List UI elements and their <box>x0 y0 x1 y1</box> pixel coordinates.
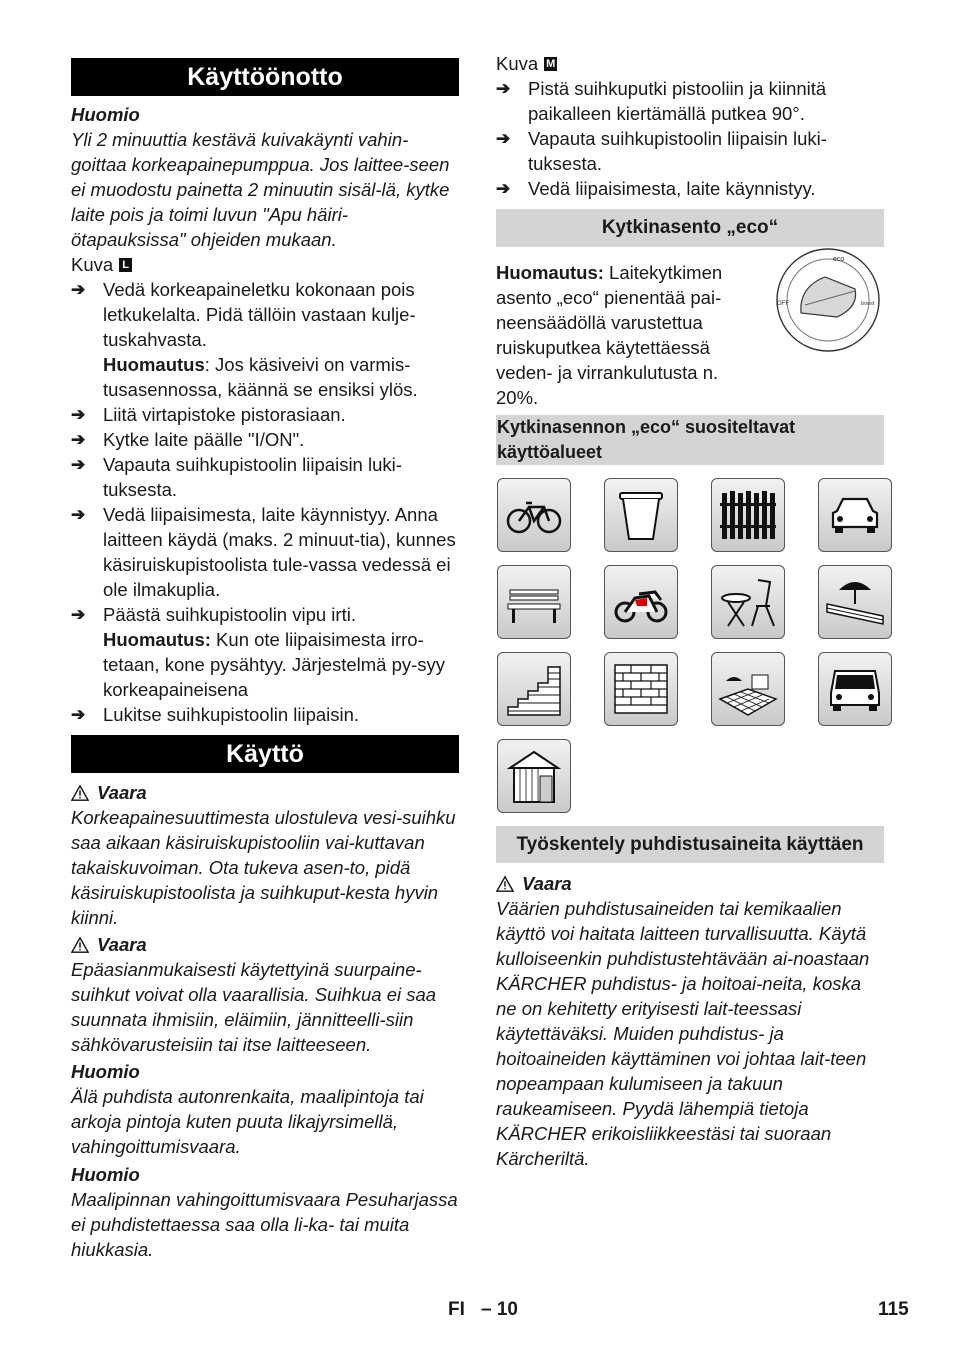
list-item-text: Pistä suihkuputki pistooliin ja kiinnitä paikalleen kiertämällä putkea 90°. <box>528 78 827 124</box>
arrow-right-icon: ➔ <box>71 605 86 624</box>
warning-triangle-icon <box>71 784 89 802</box>
stone-stairs-icon <box>497 652 571 726</box>
arrow-right-icon: ➔ <box>71 455 86 474</box>
warning-triangle-icon <box>496 875 514 893</box>
flower-pot-icon <box>604 478 678 552</box>
list-item-text: Päästä suihkupistoolin vipu irti. <box>103 604 356 625</box>
danger-label-line: Vaara <box>71 780 459 805</box>
section-heading-commissioning: Käyttöönotto <box>71 58 459 96</box>
list-item <box>71 702 459 727</box>
list-item <box>496 176 884 201</box>
section-heading-operation: Käyttö <box>71 735 459 773</box>
list-item <box>71 452 459 502</box>
switch-dial-icon <box>775 247 881 353</box>
danger-label-line: Vaara <box>71 932 459 957</box>
dial-label-top: eco <box>833 256 845 263</box>
list-item-text: Liitä virtapistoke pistorasiaan. <box>103 404 346 425</box>
footer-section-page: – 10 <box>481 1299 518 1320</box>
instruction-list <box>71 277 459 727</box>
fence-icon <box>711 478 785 552</box>
danger-text: Väärien puhdistusaineiden tai kemikaalien käyttö voi haitata laitteen turvallisuutta. Käytä kulloiseenkin puhdistustehtävään ai-noastaan KÄRCHER puhdistus- ja hoitoai-neita, koska ne on kehitetty erityisesti lait-teessasi käytettäväksi. Muiden puhdistus- ja hoitoaineiden käyttäminen voi johtaa lait-teen nopeampaan kulumiseen ja takuun raukeamiseen. Pyydä lähempiä tietoja KÄRCHER erikoisliikkeestäsi tai suoraan Kärcheriltä. <box>496 898 870 1169</box>
list-item-text: Lukitse suihkupistoolin liipaisin. <box>103 704 360 725</box>
bench-icon <box>497 565 571 639</box>
page-footer <box>0 1297 954 1323</box>
list-item <box>71 502 459 602</box>
arrow-right-icon: ➔ <box>71 405 86 424</box>
terrace-umbrella-icon <box>818 565 892 639</box>
note-label: Huomio <box>71 1061 140 1082</box>
section-heading-cleaning-agents: Työskentely puhdistusaineita käyttäen <box>496 826 884 863</box>
dial-label-right: boost <box>861 301 875 307</box>
list-item-text: Vedä liipaisimesta, laite käynnistyy. Anna laitteen käydä (maks. 2 minuut-tia), kunnes käsiruiskupistoolista tule-vassa vedessä ei ole ilmakuplia. <box>103 504 456 600</box>
arrow-right-icon: ➔ <box>71 430 86 449</box>
note-label: Huomio <box>71 1164 140 1185</box>
note-label: Huomio <box>71 104 140 125</box>
eco-note: Huomautus: Laitekytkimen asento „eco“ pienentää pai-neensäädöllä varustettua ruiskuputkea käytettäessä veden- ja virrankulutusta n. 20%. <box>496 262 723 408</box>
list-item <box>71 402 459 427</box>
figure-reference: Kuva L <box>71 252 459 277</box>
list-item-text: Vedä liipaisimesta, laite käynnistyy. <box>528 178 816 199</box>
danger-label-line: Vaara <box>496 871 884 896</box>
instruction-list <box>496 76 884 201</box>
brick-wall-icon <box>604 652 678 726</box>
figure-letter-box: M <box>546 57 556 70</box>
figure-reference: Kuva M <box>496 53 556 74</box>
list-item <box>496 126 884 176</box>
car-icon <box>818 478 892 552</box>
list-item-text: Kytke laite päälle "I/ON". <box>103 429 305 450</box>
left-column <box>71 0 459 1262</box>
eco-note-block <box>496 256 884 410</box>
list-item <box>496 76 884 126</box>
page-number: 115 <box>878 1299 909 1320</box>
footer-language: FI <box>448 1299 465 1320</box>
note-text: Maalipinnan vahingoittumisvaara Pesuharjassa ei puhdistettaessa saa olla li-ka- tai muita hiukkasia. <box>71 1189 458 1260</box>
arrow-right-icon: ➔ <box>71 705 86 724</box>
danger-text: Korkeapainesuuttimesta ulostuleva vesi-suihku saa aikaan käsiruiskupistooliin vai-kuttavan takaiskuvoiman. Ota tukeva asen-to, pidä käsiruiskupistoolista ja suihkuput-kesta hyvin kiinni. <box>71 807 456 928</box>
motorcycle-icon <box>604 565 678 639</box>
list-item-note: Huomautus: Kun ote liipaisimesta irro-tetaan, kone pysähtyy. Järjestelmä py-syy korkeapaineisena <box>103 629 446 700</box>
patio-paving-icon <box>711 652 785 726</box>
list-item-text: Vapauta suihkupistoolin liipaisin luki-tuksesta. <box>103 454 402 500</box>
bicycle-icon <box>497 478 571 552</box>
danger-text: Epäasianmukaisesti käytettyinä suurpaine-suihkut voivat olla vaarallisia. Suihkua ei saa suunnata ihmisiin, eläimiin, jännitteelli-siin sähkövarusteisiin tai itse laitteeseen. <box>71 959 437 1055</box>
note-text: Älä puhdista autonrenkaita, maalipintoja tai arkoja pintoja kuten puuta likajyrsimellä, vahingoittumisvaara. <box>71 1086 424 1157</box>
list-item <box>71 602 459 702</box>
list-item <box>71 427 459 452</box>
garden-furniture-icon <box>711 565 785 639</box>
warning-triangle-icon <box>71 936 89 954</box>
section-heading-eco: Kytkinasento „eco“ <box>496 209 884 247</box>
list-item-note: Huomautus: Jos käsiveivi on varmis-tusasennossa, käännä se ensiksi ylös. <box>103 354 418 400</box>
list-item-text: Vedä korkeapaineletku kokonaan pois letkukelalta. Pidä tällöin vastaan kulje-tuskahvasta. <box>103 279 416 350</box>
application-area-icons <box>497 478 884 813</box>
right-column <box>496 0 884 1171</box>
figure-letter-box: L <box>119 258 132 272</box>
arrow-right-icon: ➔ <box>496 179 511 198</box>
van-icon <box>818 652 892 726</box>
note-text: Yli 2 minuuttia kestävä kuivakäynti vahin-goittaa korkeapainepumppua. Jos laittee-seen ei muodostu painetta 2 minuutin sisäl-lä, kytke laite pois ja toimi luvun "Apu häiri-ötapauksissa" ohjeiden mukaan. <box>71 129 450 250</box>
arrow-right-icon: ➔ <box>496 79 511 98</box>
garden-shed-icon <box>497 739 571 813</box>
arrow-right-icon: ➔ <box>71 505 86 524</box>
dial-label-left: OFF <box>777 301 789 307</box>
list-item-text: Vapauta suihkupistoolin liipaisin luki-tuksesta. <box>528 128 827 174</box>
arrow-right-icon: ➔ <box>71 280 86 299</box>
list-item <box>71 277 459 402</box>
section-heading-eco-areas: Kytkinasennon „eco“ suositeltavat käyttöalueet <box>496 415 884 465</box>
arrow-right-icon: ➔ <box>496 129 511 148</box>
